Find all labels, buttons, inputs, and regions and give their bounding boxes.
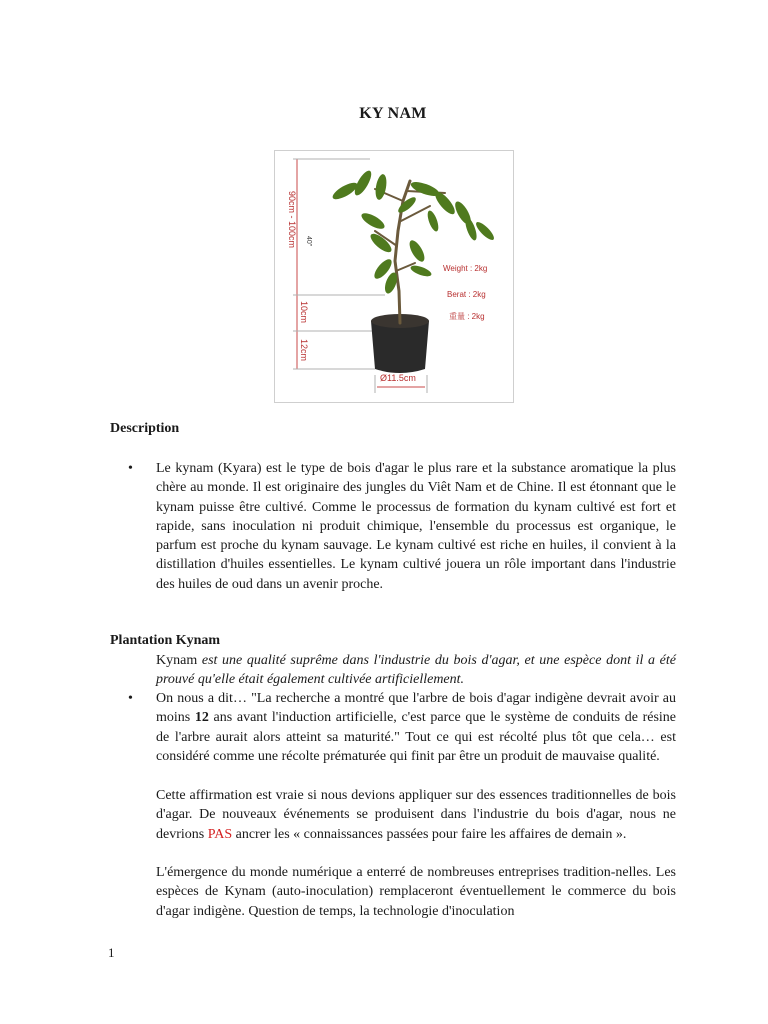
document-title: KY NAM (359, 105, 427, 122)
weight-label-cn: 重量 : 2kg (449, 312, 485, 321)
plant-leaves (330, 168, 496, 295)
pot-label: 12cm (299, 339, 309, 362)
plantation-intro (156, 651, 676, 690)
bullet-marker: • (128, 461, 133, 476)
intro-plain: Kynam (156, 653, 202, 668)
digital-paragraph: L'émergence du monde numérique a enterré de nombreuses entreprises tradition-nelles. Les espèces de Kynam (auto-inoculation) remplaceront éventuellement le commerce du bois d'agar indigène. Question de temps, la technologie d'inoculation (156, 865, 676, 919)
bullet-marker: • (128, 691, 133, 706)
statement-text-b: ancrer les « connaissances passées pour faire les affaires de demain ». (232, 826, 627, 842)
height-label-inch: 40" (305, 236, 312, 247)
plant-illustration (275, 151, 513, 402)
research-text-b: ans avant l'induction artificielle, c'est parce que le système de conduits de résine de l'arbre aurait alors atteint sa maturité." Tout ce qui est récolté plus tôt que cela… est considéré comme une récolte prématurée qui finit par être un produit de mauvaise qualité. (156, 710, 676, 764)
section-heading-plantation: Plantation Kynam (110, 633, 221, 648)
research-text-a: On nous a dit… "La recherche a montré que l'arbre de bois d'agar indigène devrait avoir au moins (156, 691, 676, 726)
section-heading-description: Description (110, 421, 180, 436)
trunk-label: 10cm (299, 301, 309, 324)
weight-label-id: Berat : 2kg (447, 290, 486, 299)
research-years: 12 (194, 710, 209, 726)
intro-italic: est une qualité suprême dans l'industrie du bois d'agar, et une espèce dont il a été prouvé qu'elle était également cultivée artificiellement. (156, 653, 676, 688)
page-number: 1 (108, 945, 115, 960)
height-label: 90cm - 100cm (287, 191, 297, 249)
weight-label-en: Weight : 2kg (443, 264, 488, 273)
description-paragraph: Le kynam (Kyara) est le type de bois d'agar le plus rare et la substance aromatique la plus chère au monde. Il est originaire des jungles du Viêt Nam et de Chine. Il est étonnant que le kynam puisse être cultivé. Comme le processus de formation du kynam cultivé est fort et rapide, sans inoculation ni produit chimique, l'ensemble du processus est organique, le parfum est proche du kynam sauvage. Le kynam cultivé est riche en huiles, il convient à la distillation d'huiles essentielles. Le kynam cultivé jouera un rôle important dans l'industrie des huiles de oud dans un avenir proche. (156, 461, 676, 592)
plant-figure (274, 150, 514, 403)
width-label: Ø11.5cm (380, 373, 416, 383)
statement-text-a: Cette affirmation est vraie si nous devions appliquer sur des essences traditionnelles de bois d'agar. De nouveaux événements se produisent dans l'industrie du bois d'agar, nous ne devrions (156, 788, 676, 842)
statement-paragraph (156, 786, 676, 844)
statement-emphasis: PAS (207, 826, 233, 842)
research-paragraph (156, 689, 676, 766)
